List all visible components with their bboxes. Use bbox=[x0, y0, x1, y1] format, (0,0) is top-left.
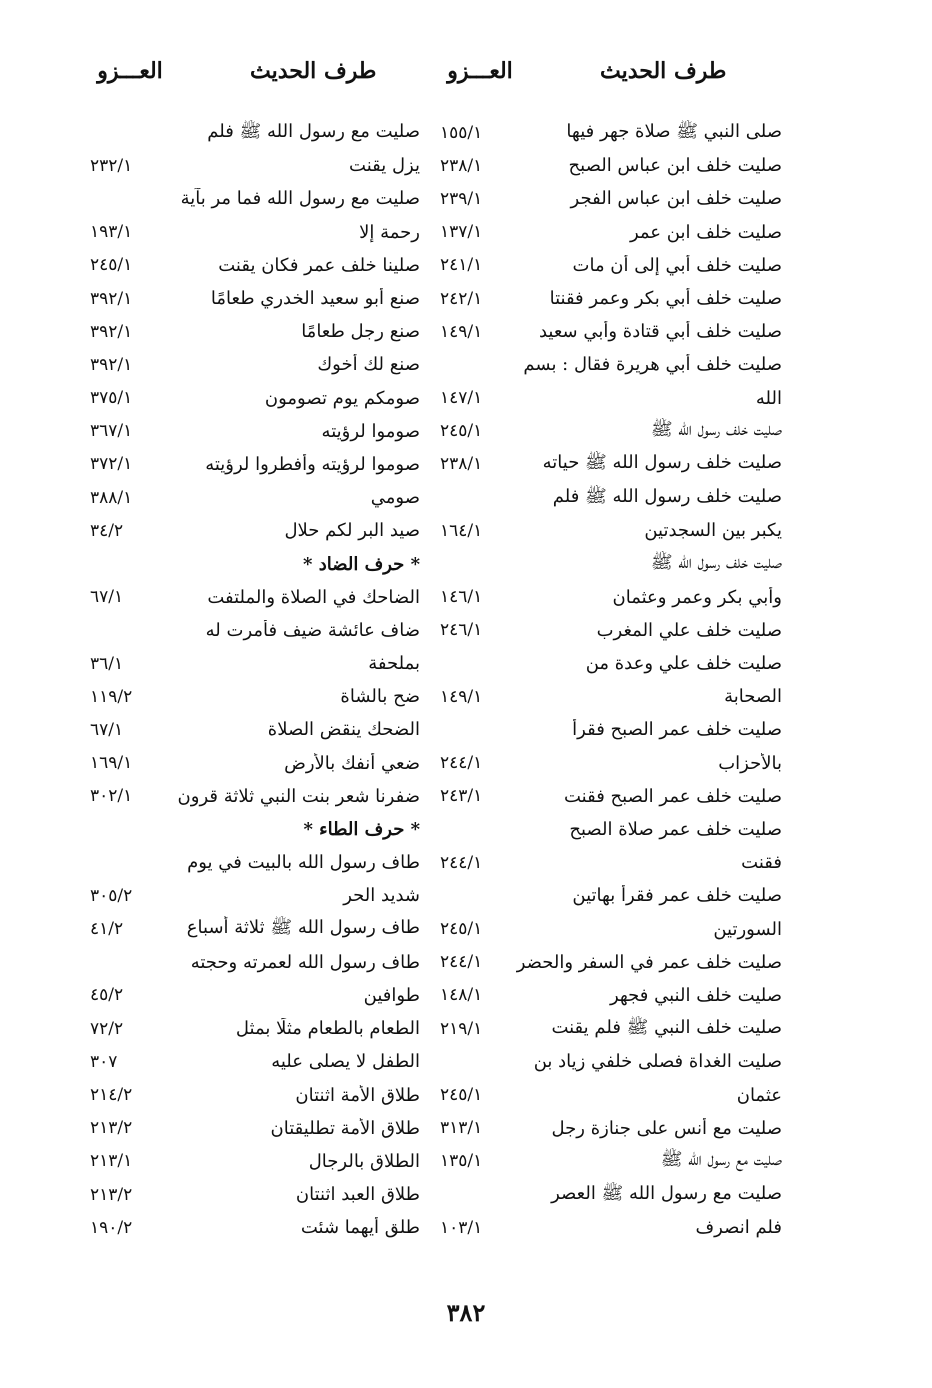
hadith-reference: ٣٧٢/١ bbox=[90, 454, 133, 475]
index-entry bbox=[90, 1178, 420, 1211]
hadith-reference: ١٤٦/١ bbox=[440, 587, 483, 608]
hadith-reference: ١٤٩/١ bbox=[440, 686, 483, 707]
hadith-reference: ٣٩٢/١ bbox=[90, 354, 133, 375]
index-entry bbox=[440, 382, 782, 415]
hadith-reference: ١٤٧/١ bbox=[440, 388, 483, 409]
hadith-incipit: صليت خلف عمر في السفر والحضر bbox=[516, 951, 782, 973]
hadith-reference: ٢٤٤/١ bbox=[440, 753, 483, 774]
index-entry bbox=[90, 1045, 420, 1078]
hadith-reference: ٢١٤/٢ bbox=[90, 1085, 133, 1106]
hadith-incipit: صليت خلف أبي قتادة وأبي سعيد bbox=[538, 321, 782, 343]
hadith-incipit: صنع رجل طعامًا bbox=[301, 321, 420, 343]
hadith-reference: ٣٨٨/١ bbox=[90, 487, 133, 508]
index-entry bbox=[90, 1012, 420, 1045]
hadith-incipit: صليت خلف علي المغرب bbox=[596, 619, 782, 641]
hadith-reference: ٤٥/٢ bbox=[90, 985, 124, 1006]
index-entry bbox=[440, 182, 782, 215]
hadith-reference: ٣٠٧ bbox=[90, 1051, 118, 1072]
hadith-reference: ٣٩٢/١ bbox=[90, 288, 133, 309]
index-entry bbox=[90, 149, 420, 182]
index-entry bbox=[440, 514, 782, 547]
hadith-incipit: صليت خلف عمر فقرأ بهاتين bbox=[572, 885, 782, 907]
hadith-incipit: صليت خلف ابن عباس الفجر bbox=[570, 188, 782, 210]
hadith-reference: ٦٧/١ bbox=[90, 719, 124, 740]
hadith-incipit: طاف رسول الله بالبيت في يوم bbox=[187, 852, 420, 874]
index-entry bbox=[440, 946, 782, 979]
hadith-incipit: السورتين bbox=[713, 918, 782, 940]
hadith-incipit: طاف رسول الله لعمرته وحجته bbox=[190, 951, 420, 973]
hadith-incipit: رحمة إلا bbox=[359, 221, 420, 243]
hadith-reference: ٢٤١/١ bbox=[440, 255, 483, 276]
hadith-incipit: يكبر بين السجدتين bbox=[644, 520, 782, 542]
hadith-incipit: ضعي أنفك بالأرض bbox=[284, 752, 420, 774]
hadith-incipit: بملحفة bbox=[368, 653, 420, 675]
index-entry bbox=[90, 713, 420, 746]
index-entry bbox=[440, 979, 782, 1012]
hadith-reference: ٢١٣/٢ bbox=[90, 1184, 133, 1205]
hadith-reference: ٣٤/٢ bbox=[90, 520, 124, 541]
hadith-incipit: الضاحك في الصلاة والملتفت bbox=[207, 586, 420, 608]
index-entry bbox=[440, 846, 782, 879]
index-entry bbox=[90, 1112, 420, 1145]
index-entry bbox=[440, 1078, 782, 1111]
page-number: ٣٨٢ bbox=[446, 1298, 486, 1327]
index-entry bbox=[440, 614, 782, 647]
hadith-incipit: صليت مع أنس على جنازة رجل bbox=[551, 1117, 782, 1139]
hadith-reference: ٣٠٥/٢ bbox=[90, 885, 133, 906]
hadith-incipit: صليت مع رسول الله ﷺ العصر bbox=[551, 1182, 782, 1204]
hadith-reference: ١٥٥/١ bbox=[440, 122, 483, 143]
index-entry bbox=[440, 1145, 782, 1178]
index-entry bbox=[90, 614, 420, 647]
hadith-incipit: صليت خلف علي وعدة من bbox=[585, 653, 782, 675]
right-column-ref-header: العـــزو bbox=[447, 58, 513, 84]
hadith-incipit: صلينا خلف عمر فكان يقنت bbox=[218, 254, 420, 276]
index-entry bbox=[440, 415, 782, 448]
hadith-incipit: صليت مع رسول الله ﷺ فلم bbox=[207, 120, 420, 142]
left-column-title-header: طرف الحديث bbox=[250, 58, 377, 84]
index-entry bbox=[90, 946, 420, 979]
hadith-reference: ٣٠٢/١ bbox=[90, 786, 133, 807]
hadith-reference: ٢٣٩/١ bbox=[440, 188, 483, 209]
index-entry bbox=[90, 448, 420, 481]
hadith-incipit: * حرف الضاد * bbox=[303, 553, 420, 575]
hadith-incipit: صليت خلف أبي بكر وعمر فقنتا bbox=[549, 288, 782, 310]
index-entry bbox=[440, 780, 782, 813]
hadith-reference: ٢٤٥/١ bbox=[90, 255, 133, 276]
hadith-incipit: صليت خلف النبي فجهر bbox=[609, 984, 782, 1006]
hadith-incipit: صنع أبو سعيد الخدري طعامًا bbox=[210, 288, 420, 310]
hadith-incipit: صليت خلف عمر الصبح فقرأ bbox=[572, 719, 782, 741]
index-entry bbox=[90, 249, 420, 282]
index-entry bbox=[440, 913, 782, 946]
hadith-incipit: ضفرنا شعر بنت النبي ثلاثة قرون bbox=[177, 785, 420, 807]
index-entry bbox=[90, 780, 420, 813]
hadith-incipit: شديد الحر bbox=[343, 885, 420, 907]
index-entry bbox=[90, 979, 420, 1012]
hadith-incipit: الله bbox=[755, 387, 782, 409]
index-entry bbox=[90, 913, 420, 946]
index-entry bbox=[90, 282, 420, 315]
hadith-reference: ٢٤٦/١ bbox=[440, 620, 483, 641]
hadith-reference: ٣١٣/١ bbox=[440, 1118, 483, 1139]
hadith-incipit: * حرف الطاء * bbox=[303, 819, 420, 841]
index-entry bbox=[90, 1078, 420, 1111]
index-entry bbox=[90, 846, 420, 879]
index-entry bbox=[90, 315, 420, 348]
hadith-incipit: طلاق الأمة اثنتان bbox=[295, 1084, 420, 1106]
index-entry bbox=[440, 116, 782, 149]
hadith-reference: ١٦٤/١ bbox=[440, 520, 483, 541]
hadith-reference: ٦٧/١ bbox=[90, 587, 124, 608]
hadith-incipit: طوافين bbox=[363, 984, 420, 1006]
hadith-incipit: صوموا لرؤيته وأفطروا لرؤيته bbox=[205, 453, 420, 475]
hadith-reference: ٢٤٥/١ bbox=[440, 421, 483, 442]
hadith-incipit: الطعام بالطعام مثلًا بمثل bbox=[235, 1018, 420, 1040]
hadith-incipit: صيد البر لكم حلال bbox=[284, 520, 420, 542]
hadith-incipit: صليت خلف رسول الله ﷺ bbox=[650, 552, 782, 574]
hadith-incipit: صليت خلف عمر الصبح فقنت bbox=[564, 785, 782, 807]
index-entry bbox=[440, 149, 782, 182]
hadith-incipit: طلق أيهما شئت bbox=[300, 1217, 420, 1239]
hadith-incipit: صليت خلف أبي هريرة فقال : بسم bbox=[523, 354, 782, 376]
index-entry bbox=[440, 348, 782, 381]
hadith-incipit: صلى النبي ﷺ صلاة جهر فيها bbox=[566, 120, 782, 142]
hadith-incipit: صليت خلف النبي ﷺ فلم يقنت bbox=[551, 1016, 782, 1038]
index-entry bbox=[90, 680, 420, 713]
index-entry bbox=[440, 1178, 782, 1211]
hadith-incipit: الصحابة bbox=[724, 686, 782, 708]
hadith-reference: ٢١٣/١ bbox=[90, 1151, 133, 1172]
index-entry bbox=[440, 448, 782, 481]
hadith-incipit: طاف رسول الله ﷺ ثلاثة أسباع bbox=[186, 917, 420, 939]
hadith-incipit: الضحك ينقض الصلاة bbox=[267, 719, 420, 741]
index-entry bbox=[90, 747, 420, 780]
index-entry bbox=[440, 1112, 782, 1145]
index-entry bbox=[440, 647, 782, 680]
index-entry bbox=[90, 415, 420, 448]
hadith-reference: ٢٤٤/١ bbox=[440, 952, 483, 973]
hadith-incipit: فلم انصرف bbox=[695, 1217, 782, 1239]
hadith-incipit: صليت خلف رسول الله ﷺ فلم bbox=[552, 485, 782, 507]
hadith-reference: ٢٣٨/١ bbox=[440, 155, 483, 176]
index-entry bbox=[90, 216, 420, 249]
hadith-reference: ٢٣٢/١ bbox=[90, 155, 133, 176]
index-entry bbox=[90, 182, 420, 215]
hadith-incipit: صليت خلف ابن عباس الصبح bbox=[568, 155, 782, 177]
hadith-reference: ٤١/٢ bbox=[90, 919, 124, 940]
index-entry bbox=[90, 382, 420, 415]
hadith-incipit: صومي bbox=[370, 487, 420, 509]
index-entry bbox=[440, 481, 782, 514]
hadith-incipit: الطلاق بالرجال bbox=[308, 1150, 420, 1172]
hadith-reference: ٧٢/٢ bbox=[90, 1018, 124, 1039]
index-entry bbox=[90, 1145, 420, 1178]
index-entry bbox=[440, 547, 782, 580]
hadith-incipit: ضاف عائشة ضيف فأمرت له bbox=[205, 619, 420, 641]
hadith-reference: ٢٣٨/١ bbox=[440, 454, 483, 475]
index-entry bbox=[440, 1045, 782, 1078]
hadith-reference: ٢١٣/٢ bbox=[90, 1118, 133, 1139]
index-entry bbox=[440, 249, 782, 282]
hadith-incipit: صليت الغداة فصلى خلفي زياد بن bbox=[533, 1051, 782, 1073]
hadith-incipit: صومكم يوم تصومون bbox=[264, 387, 420, 409]
index-entry bbox=[440, 581, 782, 614]
hadith-incipit: صليت خلف عمر صلاة الصبح bbox=[569, 819, 782, 841]
hadith-incipit: صوموا لرؤيته bbox=[321, 420, 420, 442]
hadith-incipit: يزل يقنت bbox=[349, 155, 420, 177]
hadith-reference: ١٩٠/٢ bbox=[90, 1217, 133, 1238]
hadith-reference: ١٤٨/١ bbox=[440, 985, 483, 1006]
hadith-incipit: صليت مع رسول الله فما مر بآية bbox=[180, 188, 420, 210]
section-heading bbox=[90, 547, 420, 580]
index-entry bbox=[440, 813, 782, 846]
index-entry bbox=[440, 315, 782, 348]
left-column bbox=[90, 116, 420, 1244]
index-entry bbox=[90, 1211, 420, 1244]
hadith-reference: ١٠٣/١ bbox=[440, 1217, 483, 1238]
left-column-ref-header: العـــزو bbox=[97, 58, 163, 84]
hadith-incipit: وأبي بكر وعمر وعثمان bbox=[612, 586, 782, 608]
hadith-reference: ٢١٩/١ bbox=[440, 1018, 483, 1039]
index-entry bbox=[440, 1012, 782, 1045]
hadith-incipit: طلاق الأمة تطليقتان bbox=[270, 1117, 420, 1139]
hadith-reference: ١٣٥/١ bbox=[440, 1151, 483, 1172]
index-entry bbox=[90, 879, 420, 912]
hadith-reference: ١١٩/٢ bbox=[90, 686, 133, 707]
hadith-incipit: عثمان bbox=[736, 1084, 782, 1106]
hadith-incipit: طلاق العبد اثنتان bbox=[295, 1184, 420, 1206]
index-entry bbox=[440, 879, 782, 912]
hadith-incipit: بالأحزاب bbox=[718, 752, 782, 774]
section-heading bbox=[90, 813, 420, 846]
index-entry bbox=[440, 216, 782, 249]
hadith-incipit: صليت خلف رسول الله ﷺ bbox=[650, 419, 782, 441]
hadith-reference: ٢٤٥/١ bbox=[440, 1085, 483, 1106]
hadith-reference: ٣٦/١ bbox=[90, 653, 124, 674]
right-column bbox=[440, 116, 782, 1244]
hadith-incipit: صليت خلف ابن عمر bbox=[629, 221, 782, 243]
index-entry bbox=[90, 481, 420, 514]
hadith-incipit: صليت خلف رسول الله ﷺ حياته bbox=[542, 452, 782, 474]
index-entry bbox=[90, 581, 420, 614]
hadith-reference: ٣٦٧/١ bbox=[90, 421, 133, 442]
hadith-incipit: صليت خلف أبي إلى أن مات bbox=[572, 254, 782, 276]
hadith-reference: ٣٩٢/١ bbox=[90, 321, 133, 342]
index-entry bbox=[90, 514, 420, 547]
index-entry bbox=[440, 747, 782, 780]
hadith-reference: ١٣٧/١ bbox=[440, 222, 483, 243]
index-entry bbox=[90, 647, 420, 680]
index-entry bbox=[440, 713, 782, 746]
hadith-reference: ٢٤٣/١ bbox=[440, 786, 483, 807]
hadith-incipit: فقنت bbox=[741, 852, 782, 874]
index-entry bbox=[90, 348, 420, 381]
hadith-reference: ١٤٩/١ bbox=[440, 321, 483, 342]
right-column-title-header: طرف الحديث bbox=[600, 58, 727, 84]
hadith-reference: ٢٤٥/١ bbox=[440, 919, 483, 940]
index-entry bbox=[440, 680, 782, 713]
index-entry bbox=[90, 116, 420, 149]
hadith-incipit: ضح بالشاة bbox=[340, 686, 420, 708]
hadith-reference: ٢٤٤/١ bbox=[440, 852, 483, 873]
hadith-reference: ١٩٣/١ bbox=[90, 222, 133, 243]
hadith-reference: ٣٧٥/١ bbox=[90, 388, 133, 409]
hadith-reference: ٢٤٢/١ bbox=[440, 288, 483, 309]
hadith-incipit: صنع لك أخوك bbox=[317, 354, 420, 376]
index-entry bbox=[440, 282, 782, 315]
index-entry bbox=[440, 1211, 782, 1244]
hadith-reference: ١٦٩/١ bbox=[90, 753, 133, 774]
hadith-incipit: الطفل لا يصلى عليه bbox=[271, 1051, 420, 1073]
hadith-incipit: صليت مع رسول الله ﷺ bbox=[660, 1149, 782, 1171]
